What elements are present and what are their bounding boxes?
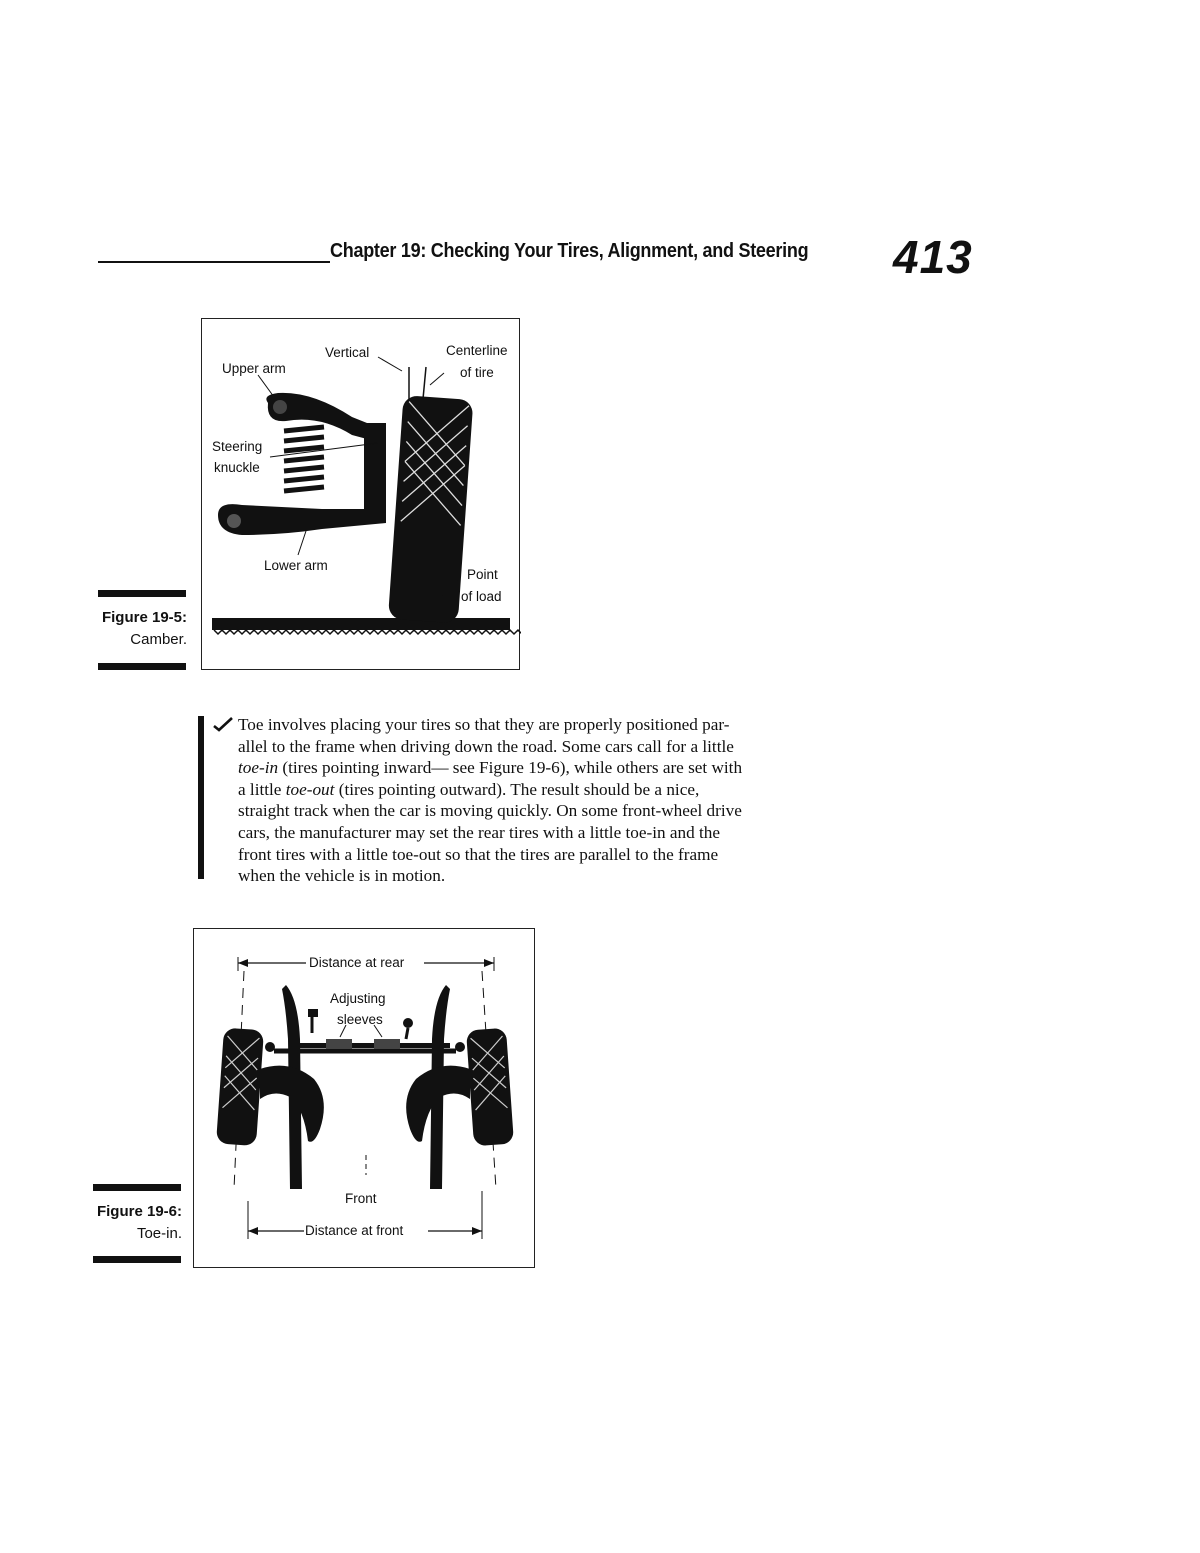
label-of-tire: of tire [460,365,494,380]
page-number: 413 [893,231,973,283]
label-sleeves: sleeves [337,1012,383,1027]
caption-rule [98,663,186,670]
spring [284,427,324,491]
header-rule [98,261,330,263]
label-knuckle: knuckle [214,460,260,475]
label-steering: Steering [212,439,263,454]
label-front: Front [345,1191,377,1206]
label-distance-front: Distance at front [305,1223,404,1238]
figure-19-5 [201,318,520,670]
label-distance-rear: Distance at rear [309,955,405,970]
figure-caption-title: Figure 19-6: [96,1203,182,1220]
figure-caption-title: Figure 19-5: [101,609,187,626]
label-adjusting: Adjusting [330,991,386,1006]
caption-rule [93,1256,181,1263]
label-lower-arm: Lower arm [264,558,328,573]
text-line: front tires with a little toe-out so that the tires are parallel to the frame [238,844,719,864]
adjusting-sleeve-left [326,1039,352,1049]
caption-rule [98,590,186,597]
body-paragraph [238,714,868,887]
label-point: Point [467,567,498,582]
text-line: toe-in (tires pointing inward— see Figure 19-6), while others are set with [238,758,743,778]
term-toe-out: toe-out [285,779,335,799]
text-line: cars, the manufacturer may set the rear tires with a little toe-in and the [238,822,721,842]
label-of-load: of load [461,589,502,604]
text-line: when the vehicle is in motion. [238,866,446,886]
camber-illustration [202,319,521,671]
chapter-title: Chapter 19: Checking Your Tires, Alignment, and Steering [330,240,809,262]
figure-caption-text: Camber. [130,631,187,648]
label-centerline: Centerline [446,343,508,358]
caption-rule [93,1184,181,1191]
ground [212,618,510,630]
text-line: allel to the frame when driving down the road. Some cars call for a little [238,736,734,756]
adjusting-sleeve-right [374,1039,400,1049]
text-line: straight track when the car is moving quickly. On some front-wheel drive [238,801,742,821]
figure-caption-text: Toe-in. [136,1225,182,1242]
term-toe-in: toe-in [238,758,279,778]
label-vertical: Vertical [325,345,370,360]
toe-in-illustration [194,929,536,1269]
text-line: a little toe-out (tires pointing outward). The result should be a nice, [238,779,700,799]
steering-knuckle [364,423,386,519]
text-line: Toe involves placing your tires so that they are properly positioned par- [238,715,730,734]
figure-19-6 [193,928,535,1268]
margin-bar [198,716,204,879]
label-upper-arm: Upper arm [222,361,286,376]
checkmark-icon [213,716,233,732]
left-tire [216,1028,264,1147]
right-tire [466,1028,514,1147]
lower-arm [218,504,386,535]
